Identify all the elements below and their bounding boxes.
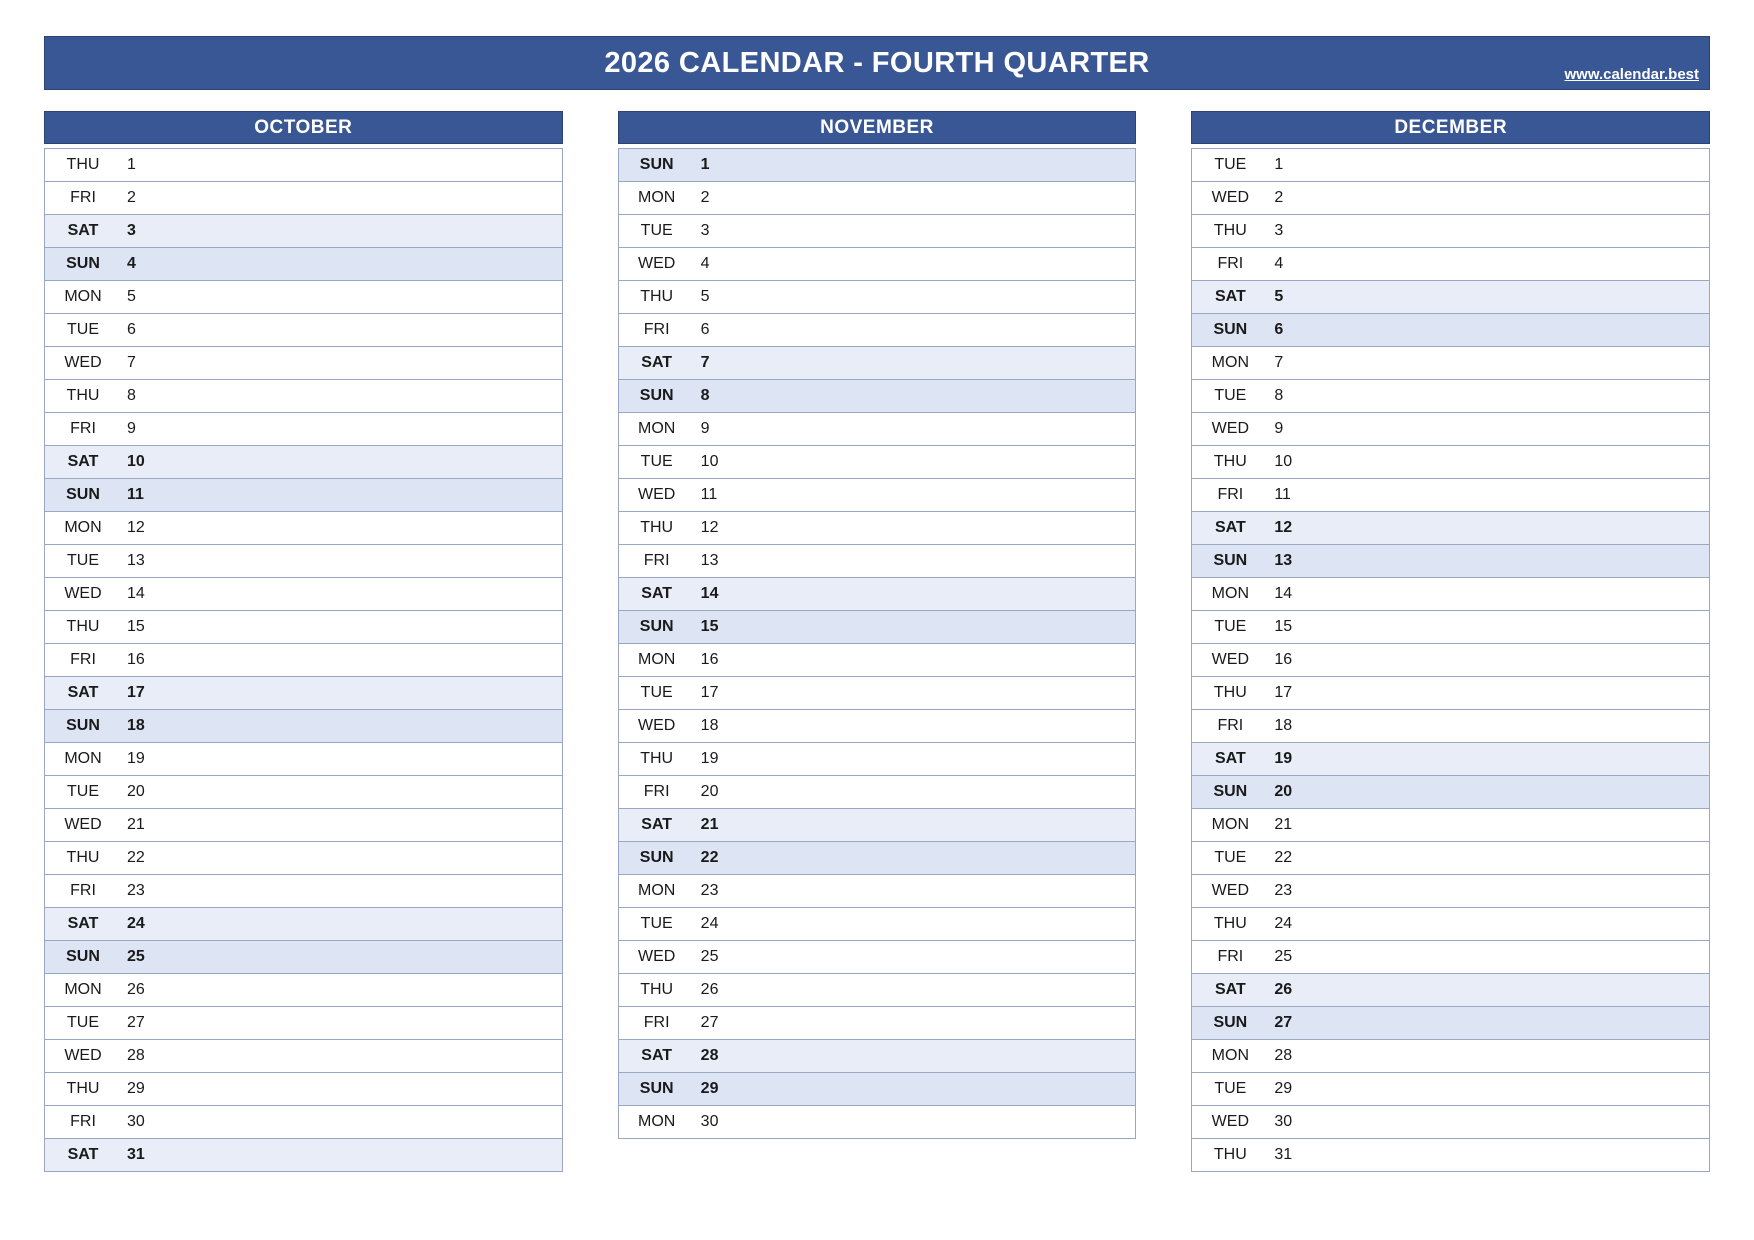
day-number-label: 8 bbox=[700, 387, 710, 404]
day-number-label: 20 bbox=[700, 783, 719, 800]
day-row bbox=[619, 479, 1136, 512]
day-row bbox=[45, 281, 562, 314]
day-of-week-label: SAT bbox=[641, 816, 673, 833]
day-number-label: 1 bbox=[127, 156, 136, 173]
day-row bbox=[45, 875, 562, 908]
day-number-label: 25 bbox=[127, 948, 145, 965]
day-row bbox=[619, 677, 1136, 710]
day-row bbox=[619, 512, 1136, 545]
day-of-week-label: MON bbox=[638, 882, 676, 899]
day-of-week-label: TUE bbox=[67, 321, 99, 338]
day-row bbox=[1192, 1040, 1709, 1073]
day-of-week-label: FRI bbox=[643, 321, 670, 338]
day-number-label: 10 bbox=[1274, 453, 1293, 470]
day-number-label: 17 bbox=[700, 684, 719, 701]
day-of-week-label: THU bbox=[66, 156, 100, 173]
day-of-week-label: TUE bbox=[640, 222, 673, 239]
day-row bbox=[1192, 974, 1709, 1007]
day-row bbox=[619, 941, 1136, 974]
day-number-label: 22 bbox=[1274, 849, 1293, 866]
day-of-week-label: WED bbox=[1211, 420, 1249, 437]
day-row bbox=[1192, 545, 1709, 578]
day-row bbox=[1192, 1007, 1709, 1040]
day-of-week-label: THU bbox=[66, 849, 100, 866]
day-of-week-label: SUN bbox=[639, 156, 674, 173]
day-of-week-label: TUE bbox=[640, 453, 673, 470]
day-of-week-label: MON bbox=[1211, 816, 1249, 833]
day-row bbox=[1192, 380, 1709, 413]
day-of-week-label: TUE bbox=[1214, 618, 1247, 635]
day-number-label: 8 bbox=[127, 387, 136, 404]
day-list-october bbox=[44, 148, 563, 1172]
day-row bbox=[619, 149, 1136, 182]
day-of-week-label: MON bbox=[64, 519, 102, 536]
day-row bbox=[45, 545, 562, 578]
day-number-label: 23 bbox=[700, 882, 719, 899]
day-number-label: 26 bbox=[1274, 981, 1293, 998]
day-number-label: 30 bbox=[1274, 1113, 1293, 1130]
day-of-week-label: THU bbox=[1213, 453, 1247, 470]
day-of-week-label: THU bbox=[66, 1080, 100, 1097]
day-row bbox=[1192, 1073, 1709, 1106]
day-row bbox=[1192, 710, 1709, 743]
day-row bbox=[619, 611, 1136, 644]
day-row bbox=[619, 578, 1136, 611]
day-number-label: 4 bbox=[1274, 255, 1284, 272]
day-number-label: 21 bbox=[1274, 816, 1293, 833]
day-row bbox=[619, 314, 1136, 347]
day-of-week-label: FRI bbox=[70, 1113, 96, 1130]
day-number-label: 29 bbox=[127, 1080, 145, 1097]
day-row bbox=[45, 710, 562, 743]
day-row bbox=[619, 776, 1136, 809]
day-row bbox=[1192, 611, 1709, 644]
day-of-week-label: SUN bbox=[1213, 321, 1248, 338]
website-link[interactable]: www.calendar.best bbox=[1564, 66, 1699, 83]
day-number-label: 25 bbox=[1274, 948, 1293, 965]
day-of-week-label: SAT bbox=[67, 915, 99, 932]
day-number-label: 27 bbox=[700, 1014, 719, 1031]
day-number-label: 24 bbox=[1274, 915, 1293, 932]
day-row bbox=[45, 1007, 562, 1040]
day-of-week-label: THU bbox=[640, 981, 674, 998]
day-number-label: 28 bbox=[1274, 1047, 1293, 1064]
day-of-week-label: TUE bbox=[67, 552, 99, 569]
day-of-week-label: SUN bbox=[639, 1080, 674, 1097]
day-row bbox=[1192, 479, 1709, 512]
day-of-week-label: MON bbox=[64, 750, 102, 767]
day-row bbox=[1192, 1106, 1709, 1139]
day-row bbox=[619, 347, 1136, 380]
day-of-week-label: MON bbox=[638, 1113, 676, 1130]
day-of-week-label: FRI bbox=[1217, 717, 1244, 734]
month-title-october: OCTOBER bbox=[44, 111, 563, 144]
day-number-label: 4 bbox=[700, 255, 710, 272]
day-number-label: 10 bbox=[127, 453, 145, 470]
day-of-week-label: WED bbox=[638, 948, 676, 965]
day-number-label: 21 bbox=[127, 816, 145, 833]
day-number-label: 19 bbox=[1274, 750, 1293, 767]
day-of-week-label: THU bbox=[1213, 915, 1247, 932]
day-number-label: 27 bbox=[1274, 1014, 1293, 1031]
day-row bbox=[45, 1073, 562, 1106]
day-of-week-label: SAT bbox=[641, 585, 673, 602]
day-row bbox=[45, 413, 562, 446]
month-column-november bbox=[618, 111, 1137, 1172]
day-number-label: 29 bbox=[700, 1080, 719, 1097]
day-of-week-label: SAT bbox=[641, 1047, 673, 1064]
day-of-week-label: SUN bbox=[66, 255, 100, 272]
day-number-label: 18 bbox=[1274, 717, 1293, 734]
day-row bbox=[45, 1040, 562, 1073]
day-number-label: 20 bbox=[127, 783, 145, 800]
day-row bbox=[1192, 182, 1709, 215]
day-number-label: 27 bbox=[127, 1014, 145, 1031]
page-title-bar bbox=[44, 36, 1710, 90]
day-of-week-label: MON bbox=[638, 651, 676, 668]
day-number-label: 2 bbox=[700, 189, 710, 206]
day-row bbox=[45, 446, 562, 479]
day-number-label: 28 bbox=[127, 1047, 145, 1064]
day-number-label: 9 bbox=[700, 420, 710, 437]
day-of-week-label: WED bbox=[64, 585, 102, 602]
day-number-label: 3 bbox=[700, 222, 710, 239]
day-of-week-label: SAT bbox=[1214, 288, 1246, 305]
day-row bbox=[1192, 512, 1709, 545]
day-number-label: 9 bbox=[127, 420, 136, 437]
day-number-label: 2 bbox=[127, 189, 136, 206]
day-number-label: 21 bbox=[700, 816, 719, 833]
day-number-label: 11 bbox=[700, 486, 718, 503]
month-column-december bbox=[1191, 111, 1710, 1172]
day-of-week-label: WED bbox=[1211, 1113, 1249, 1130]
day-number-label: 22 bbox=[127, 849, 145, 866]
day-of-week-label: MON bbox=[1211, 585, 1249, 602]
day-row bbox=[619, 215, 1136, 248]
day-of-week-label: SUN bbox=[639, 849, 674, 866]
month-title-december: DECEMBER bbox=[1191, 111, 1710, 144]
day-number-label: 6 bbox=[700, 321, 710, 338]
day-of-week-label: WED bbox=[64, 1047, 102, 1064]
day-row bbox=[619, 644, 1136, 677]
day-of-week-label: WED bbox=[1211, 651, 1249, 668]
day-of-week-label: FRI bbox=[643, 1014, 670, 1031]
day-row bbox=[45, 314, 562, 347]
day-number-label: 18 bbox=[700, 717, 719, 734]
day-of-week-label: THU bbox=[640, 750, 674, 767]
day-of-week-label: MON bbox=[638, 189, 676, 206]
day-of-week-label: SUN bbox=[66, 717, 100, 734]
day-number-label: 23 bbox=[1274, 882, 1293, 899]
day-row bbox=[619, 743, 1136, 776]
day-number-label: 14 bbox=[700, 585, 719, 602]
day-row bbox=[1192, 776, 1709, 809]
day-row bbox=[45, 380, 562, 413]
day-of-week-label: FRI bbox=[1217, 255, 1244, 272]
day-row bbox=[619, 842, 1136, 875]
day-number-label: 16 bbox=[127, 651, 145, 668]
month-title-november: NOVEMBER bbox=[618, 111, 1137, 144]
day-row bbox=[619, 248, 1136, 281]
day-row bbox=[45, 611, 562, 644]
day-row bbox=[1192, 644, 1709, 677]
month-column-october bbox=[44, 111, 563, 1172]
day-of-week-label: FRI bbox=[70, 882, 96, 899]
day-number-label: 1 bbox=[700, 156, 710, 173]
day-number-label: 19 bbox=[700, 750, 719, 767]
day-row bbox=[45, 149, 562, 182]
day-of-week-label: FRI bbox=[70, 420, 96, 437]
day-of-week-label: THU bbox=[1213, 1146, 1247, 1163]
day-row bbox=[1192, 149, 1709, 182]
day-number-label: 6 bbox=[127, 321, 136, 338]
day-of-week-label: WED bbox=[638, 255, 676, 272]
day-of-week-label: WED bbox=[638, 717, 676, 734]
day-number-label: 30 bbox=[127, 1113, 145, 1130]
day-of-week-label: SAT bbox=[67, 1146, 99, 1163]
day-number-label: 31 bbox=[127, 1146, 145, 1163]
day-number-label: 5 bbox=[700, 288, 710, 305]
day-row bbox=[1192, 941, 1709, 974]
day-number-label: 2 bbox=[1274, 189, 1284, 206]
day-of-week-label: MON bbox=[1211, 1047, 1249, 1064]
day-of-week-label: THU bbox=[640, 288, 674, 305]
day-of-week-label: SAT bbox=[67, 222, 99, 239]
day-number-label: 24 bbox=[127, 915, 145, 932]
day-of-week-label: TUE bbox=[1214, 387, 1247, 404]
day-row bbox=[1192, 446, 1709, 479]
day-row bbox=[45, 908, 562, 941]
day-number-label: 30 bbox=[700, 1113, 719, 1130]
day-number-label: 18 bbox=[127, 717, 145, 734]
day-of-week-label: THU bbox=[1213, 684, 1247, 701]
day-of-week-label: FRI bbox=[643, 552, 670, 569]
day-number-label: 16 bbox=[1274, 651, 1293, 668]
day-number-label: 14 bbox=[1274, 585, 1293, 602]
day-row bbox=[45, 809, 562, 842]
day-number-label: 26 bbox=[700, 981, 719, 998]
day-of-week-label: FRI bbox=[643, 783, 670, 800]
day-of-week-label: FRI bbox=[70, 651, 96, 668]
day-row bbox=[619, 1007, 1136, 1040]
day-row bbox=[45, 842, 562, 875]
day-number-label: 12 bbox=[700, 519, 719, 536]
day-of-week-label: TUE bbox=[640, 915, 673, 932]
day-of-week-label: WED bbox=[64, 816, 102, 833]
day-number-label: 25 bbox=[700, 948, 719, 965]
day-of-week-label: WED bbox=[638, 486, 676, 503]
day-number-label: 22 bbox=[700, 849, 719, 866]
day-number-label: 3 bbox=[1274, 222, 1284, 239]
day-of-week-label: TUE bbox=[1214, 1080, 1247, 1097]
day-row bbox=[45, 215, 562, 248]
day-number-label: 5 bbox=[1274, 288, 1284, 305]
day-number-label: 3 bbox=[127, 222, 136, 239]
day-of-week-label: SUN bbox=[1213, 552, 1248, 569]
day-row bbox=[1192, 743, 1709, 776]
day-number-label: 7 bbox=[127, 354, 136, 371]
day-number-label: 14 bbox=[127, 585, 145, 602]
day-of-week-label: SAT bbox=[67, 453, 99, 470]
day-of-week-label: THU bbox=[640, 519, 674, 536]
page-title: 2026 CALENDAR - FOURTH QUARTER bbox=[604, 46, 1150, 79]
day-number-label: 12 bbox=[1274, 519, 1293, 536]
day-of-week-label: TUE bbox=[67, 1014, 99, 1031]
day-row bbox=[1192, 809, 1709, 842]
day-row bbox=[45, 677, 562, 710]
day-of-week-label: THU bbox=[66, 618, 100, 635]
day-row bbox=[619, 1106, 1136, 1139]
day-row bbox=[619, 1040, 1136, 1073]
day-of-week-label: SAT bbox=[67, 684, 99, 701]
day-row bbox=[619, 974, 1136, 1007]
day-of-week-label: SUN bbox=[1213, 1014, 1248, 1031]
day-number-label: 15 bbox=[127, 618, 145, 635]
day-of-week-label: SAT bbox=[1214, 750, 1246, 767]
day-row bbox=[45, 644, 562, 677]
day-row bbox=[45, 182, 562, 215]
day-number-label: 20 bbox=[1274, 783, 1293, 800]
day-number-label: 31 bbox=[1274, 1146, 1293, 1163]
day-of-week-label: TUE bbox=[640, 684, 673, 701]
day-row bbox=[45, 347, 562, 380]
day-number-label: 7 bbox=[1274, 354, 1284, 371]
day-number-label: 8 bbox=[1274, 387, 1284, 404]
day-row bbox=[1192, 908, 1709, 941]
day-number-label: 17 bbox=[127, 684, 145, 701]
day-row bbox=[619, 875, 1136, 908]
day-number-label: 15 bbox=[700, 618, 719, 635]
day-row bbox=[1192, 347, 1709, 380]
day-row bbox=[619, 446, 1136, 479]
day-number-label: 29 bbox=[1274, 1080, 1293, 1097]
day-number-label: 7 bbox=[700, 354, 710, 371]
day-row bbox=[45, 578, 562, 611]
day-row bbox=[45, 479, 562, 512]
day-row bbox=[619, 413, 1136, 446]
day-number-label: 11 bbox=[127, 486, 144, 503]
day-row bbox=[45, 776, 562, 809]
day-of-week-label: THU bbox=[1213, 222, 1247, 239]
day-number-label: 12 bbox=[127, 519, 145, 536]
day-number-label: 13 bbox=[1274, 552, 1293, 569]
day-row bbox=[45, 974, 562, 1007]
day-number-label: 9 bbox=[1274, 420, 1284, 437]
day-row bbox=[619, 380, 1136, 413]
day-of-week-label: WED bbox=[1211, 882, 1249, 899]
day-number-label: 24 bbox=[700, 915, 719, 932]
day-of-week-label: SUN bbox=[1213, 783, 1248, 800]
day-row bbox=[1192, 875, 1709, 908]
day-number-label: 13 bbox=[127, 552, 145, 569]
day-row bbox=[45, 512, 562, 545]
day-row bbox=[1192, 1139, 1709, 1172]
day-row bbox=[1192, 578, 1709, 611]
day-list-november bbox=[618, 148, 1137, 1139]
day-row bbox=[619, 908, 1136, 941]
day-number-label: 26 bbox=[127, 981, 145, 998]
day-number-label: 4 bbox=[127, 255, 136, 272]
day-of-week-label: MON bbox=[1211, 354, 1249, 371]
day-number-label: 23 bbox=[127, 882, 145, 899]
day-of-week-label: MON bbox=[64, 981, 102, 998]
day-of-week-label: TUE bbox=[1214, 849, 1247, 866]
day-row bbox=[1192, 842, 1709, 875]
day-row bbox=[1192, 281, 1709, 314]
day-of-week-label: SAT bbox=[641, 354, 673, 371]
day-of-week-label: SUN bbox=[639, 387, 674, 404]
day-of-week-label: FRI bbox=[1217, 486, 1244, 503]
day-row bbox=[45, 743, 562, 776]
day-number-label: 16 bbox=[700, 651, 719, 668]
day-number-label: 6 bbox=[1274, 321, 1284, 338]
day-row bbox=[1192, 248, 1709, 281]
day-list-december bbox=[1191, 148, 1710, 1172]
day-row bbox=[619, 281, 1136, 314]
day-number-label: 10 bbox=[700, 453, 719, 470]
day-of-week-label: TUE bbox=[1214, 156, 1247, 173]
day-number-label: 17 bbox=[1274, 684, 1293, 701]
day-of-week-label: MON bbox=[638, 420, 676, 437]
day-of-week-label: SUN bbox=[639, 618, 674, 635]
months-container bbox=[44, 111, 1710, 1172]
day-of-week-label: WED bbox=[1211, 189, 1249, 206]
day-of-week-label: SUN bbox=[66, 948, 100, 965]
day-row bbox=[45, 1139, 562, 1172]
day-row bbox=[45, 248, 562, 281]
day-number-label: 5 bbox=[127, 288, 136, 305]
day-row bbox=[1192, 314, 1709, 347]
day-of-week-label: THU bbox=[66, 387, 100, 404]
day-number-label: 13 bbox=[700, 552, 719, 569]
day-of-week-label: TUE bbox=[67, 783, 99, 800]
day-row bbox=[619, 545, 1136, 578]
day-of-week-label: SAT bbox=[1214, 519, 1246, 536]
day-row bbox=[45, 1106, 562, 1139]
day-row bbox=[1192, 413, 1709, 446]
day-number-label: 28 bbox=[700, 1047, 719, 1064]
day-number-label: 11 bbox=[1274, 486, 1291, 503]
day-row bbox=[1192, 215, 1709, 248]
day-row bbox=[619, 182, 1136, 215]
day-of-week-label: WED bbox=[64, 354, 102, 371]
day-of-week-label: FRI bbox=[70, 189, 96, 206]
day-of-week-label: SUN bbox=[66, 486, 100, 503]
day-row bbox=[619, 710, 1136, 743]
day-row bbox=[45, 941, 562, 974]
day-number-label: 1 bbox=[1274, 156, 1284, 173]
day-of-week-label: FRI bbox=[1217, 948, 1244, 965]
day-row bbox=[619, 809, 1136, 842]
day-number-label: 15 bbox=[1274, 618, 1293, 635]
day-number-label: 19 bbox=[127, 750, 145, 767]
day-row bbox=[1192, 677, 1709, 710]
day-row bbox=[619, 1073, 1136, 1106]
day-of-week-label: SAT bbox=[1214, 981, 1246, 998]
day-of-week-label: MON bbox=[64, 288, 102, 305]
